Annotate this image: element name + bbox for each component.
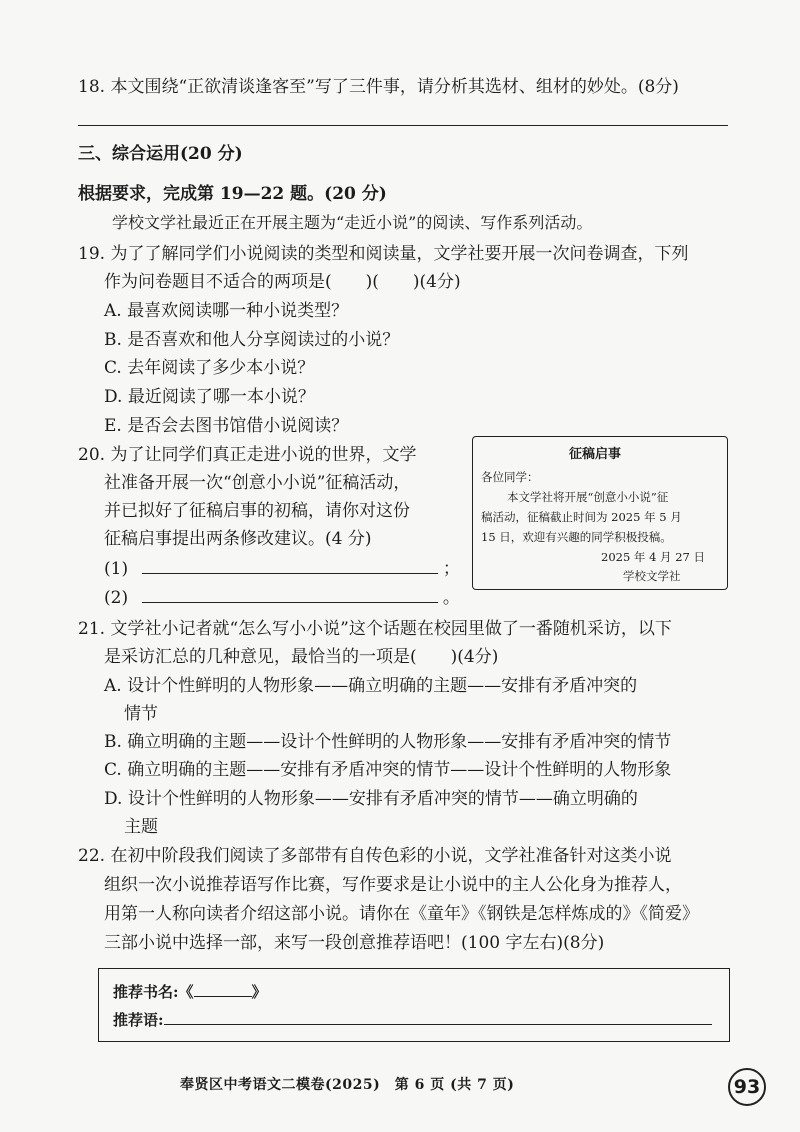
q21-option-a-line1: A. 设计个性鲜明的人物形象——确立明确的主题——安排有矛盾冲突的 [104, 676, 638, 696]
q20-line3: 并已拟好了征稿启事的初稿，请你对这份 [104, 501, 410, 521]
book-title-field[interactable] [194, 982, 252, 997]
q22-line3: 用第一人称向读者介绍这部小说。请你在《童年》《钢铁是怎样炼成的》《简爱》 [104, 904, 699, 924]
q22-line2: 组织一次小说推荐语写作比赛，写作要求是让小说中的主人公化身为推荐人， [104, 875, 682, 895]
q19-line2: 作为问卷题目不适合的两项是( )( )(4分) [104, 272, 461, 292]
q18-text: 18. 本文围绕“正欲清谈逢客至”写了三件事，请分析其选材、组材的妙处。(8分) [78, 77, 679, 97]
page-badge: 93 [728, 1068, 766, 1106]
q20-line2: 社准备开展一次“创意小小说”征稿活动， [104, 473, 411, 493]
q18-answer-line[interactable] [78, 125, 728, 126]
q19-line1: 19. 为了了解同学们小说阅读的类型和阅读量，文学社要开展一次问卷调查，下列 [78, 244, 689, 264]
q22-line4: 三部小说中选择一部，来写一段创意推荐语吧！(100 字左右)(8分) [104, 933, 605, 953]
book-title-open: 《 [178, 983, 194, 1001]
recommendation-row [113, 1009, 712, 1031]
q22-line1: 22. 在初中阶段我们阅读了多部带有自传色彩的小说，文学社准备针对这类小说 [78, 846, 672, 866]
q20-answer1-field[interactable] [142, 557, 438, 574]
call-for-papers-notice [472, 436, 728, 590]
q20-answer1 [104, 557, 460, 580]
section-heading: 三、综合运用(20 分) [78, 144, 243, 164]
q21-option-c: C. 确立明确的主题——安排有矛盾冲突的情节——设计个性鲜明的人物形象 [104, 760, 672, 780]
q19-option-e: E. 是否会去图书馆借小说阅读？ [104, 416, 349, 436]
recommendation-field[interactable] [164, 1010, 712, 1025]
notice-title: 征稿启事 [569, 447, 622, 462]
notice-date: 2025 年 4 月 27 日 [601, 550, 705, 564]
q21-option-a-line2: 情节 [124, 704, 158, 724]
q20-answer1-end: ； [442, 559, 460, 579]
q19-option-d: D. 最近阅读了哪一本小说？ [104, 387, 315, 407]
page-footer: 奉贤区中考语文二模卷(2025) 第 6 页 (共 7 页) [180, 1077, 515, 1093]
q21-line2: 是采访汇总的几种意见，最恰当的一项是( )(4分) [104, 647, 499, 667]
q20-answer2-label: (2) [104, 588, 129, 608]
q21-option-d-line2: 主题 [124, 817, 158, 837]
q19-option-a: A. 最喜欢阅读哪一种小说类型？ [104, 301, 349, 321]
q20-line4: 征稿启事提出两条修改建议。(4 分) [104, 529, 372, 549]
q21-option-d-line1: D. 设计个性鲜明的人物形象——安排有矛盾冲突的情节——确立明确的 [104, 789, 638, 809]
q19-option-c: C. 去年阅读了多少本小说？ [104, 358, 315, 378]
q20-answer2 [104, 586, 460, 609]
notice-body-2: 稿活动，征稿截止时间为 2025 年 5 月 [481, 510, 682, 524]
section-intro: 学校文学社最近正在开展主题为“走近小说”的阅读、写作系列活动。 [112, 213, 593, 232]
notice-signature: 学校文学社 [623, 569, 681, 583]
section-instruction: 根据要求，完成第 19—22 题。(20 分) [78, 184, 387, 204]
book-title-close: 》 [251, 983, 267, 1001]
q21-option-b: B. 确立明确的主题——设计个性鲜明的人物形象——安排有矛盾冲突的情节 [104, 732, 672, 752]
q19-option-b: B. 是否喜欢和他人分享阅读过的小说？ [104, 330, 400, 350]
recommendation-answer-box [98, 968, 730, 1042]
q21-line1: 21. 文学社小记者就“怎么写小小说”这个话题在校园里做了一番随机采访，以下 [78, 619, 672, 639]
notice-body-1: 本文学社将开展“创意小小说”征 [507, 490, 669, 504]
q20-answer2-end: 。 [442, 588, 460, 608]
q20-line1: 20. 为了让同学们真正走进小说的世界，文学 [78, 445, 417, 465]
book-title-row [113, 981, 267, 1003]
q20-answer2-field[interactable] [142, 586, 438, 603]
notice-body-3: 15 日，欢迎有兴趣的同学积极投稿。 [481, 530, 672, 544]
notice-greeting: 各位同学： [481, 470, 539, 484]
recommendation-label: 推荐语: [113, 1011, 164, 1029]
q20-answer1-label: (1) [104, 559, 129, 579]
book-title-label: 推荐书名: [113, 983, 179, 1001]
